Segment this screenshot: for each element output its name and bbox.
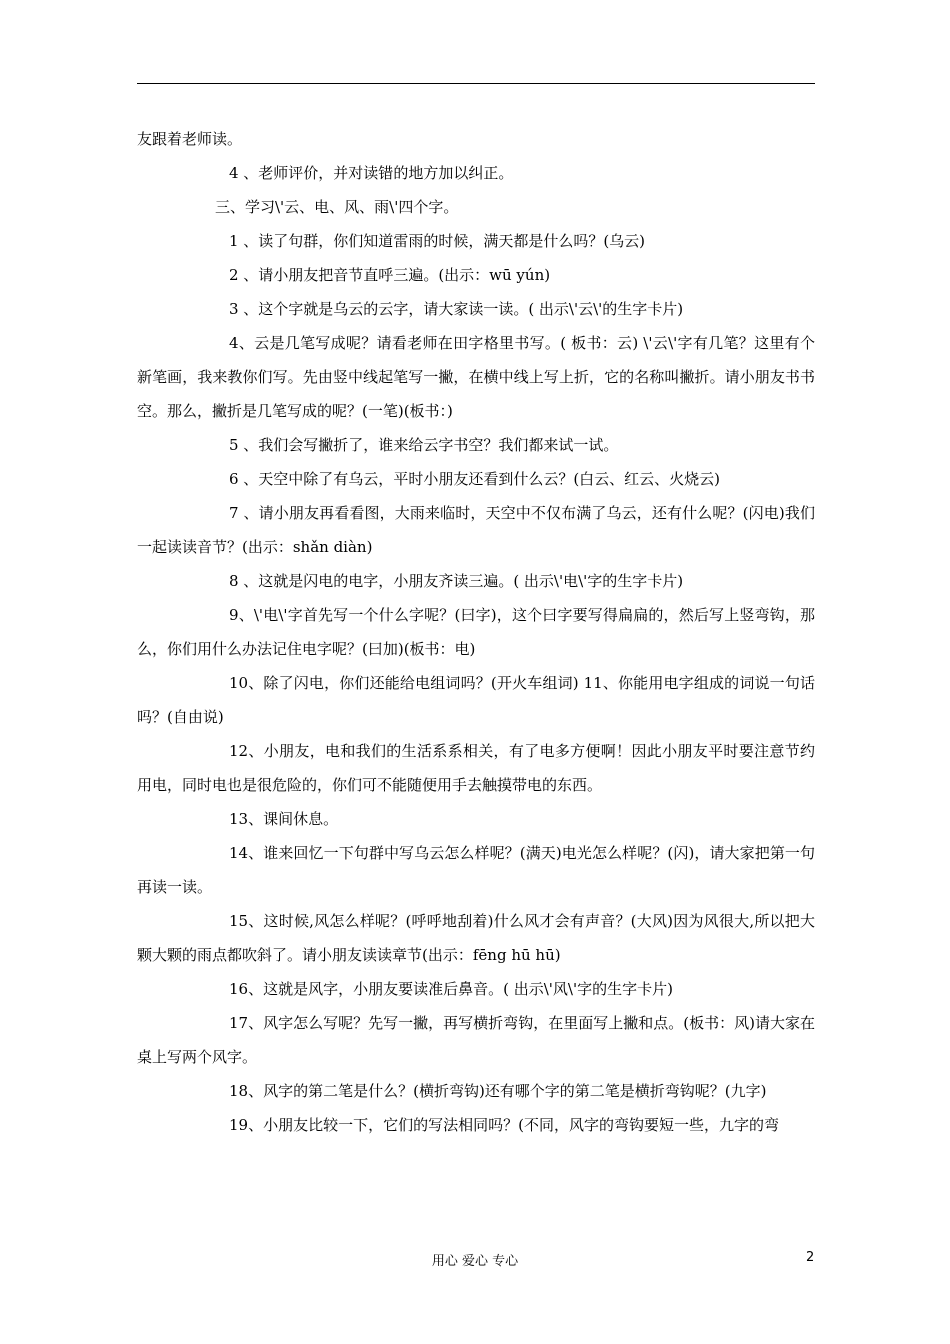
paragraph-item-17: 17、风字怎么写呢？先写一撇，再写横折弯钩，在里面写上撇和点。(板书：风)请大家在桌上写两个风字。 bbox=[137, 1014, 815, 1066]
paragraph-item-14: 14、谁来回忆一下句群中写乌云怎么样呢？(满天)电光怎么样呢？(闪)，请大家把第一句再读一读。 bbox=[137, 844, 815, 896]
paragraph-item-8: 8 、这就是闪电的电字，小朋友齐读三遍。( 出示\'电\'字的生字卡片) bbox=[229, 572, 684, 590]
paragraph-item-4b: 4、云是几笔写成呢？请看老师在田字格里书写。( 板书：云) \'云\'字有几笔？这里有个新笔画，我来教你们写。先由竖中线起笔写一撇，在横中线上写上折，它的名称叫撇折。请小朋友书书空。那么，撇折是几笔写成的呢？(一笔)(板书：) bbox=[137, 334, 815, 420]
paragraph-item-19: 19、小朋友比较一下，它们的写法相同吗？(不同，风字的弯钩要短一些，九字的弯 bbox=[229, 1116, 779, 1134]
footer-slogan: 用心 爱心 专心 bbox=[431, 1254, 519, 1269]
paragraph-item-3: 3 、这个字就是乌云的云字，请大家读一读。( 出示\'云\'的生字卡片) bbox=[229, 300, 684, 318]
paragraph-item-6: 6 、天空中除了有乌云，平时小朋友还看到什么云？(白云、红云、火烧云) bbox=[229, 470, 721, 488]
document-body bbox=[137, 122, 815, 1142]
paragraph-item-1: 1 、读了句群，你们知道雷雨的时候，满天都是什么吗？(乌云) bbox=[229, 232, 646, 250]
paragraph-item-9: 9、\'电\'字首先写一个什么字呢？(曰字)，这个曰字要写得扁扁的，然后写上竖弯钩，那么，你们用什么办法记住电字呢？(曰加)(板书：电) bbox=[137, 606, 815, 658]
paragraph-item-2: 2 、请小朋友把音节直呼三遍。(出示：wū yún) bbox=[229, 266, 551, 284]
paragraph-item-10: 10、除了闪电，你们还能给电组词吗？(开火车组词) 11、你能用电字组成的词说一句话吗？(自由说) bbox=[137, 674, 815, 726]
paragraph-item-15: 15、这时候,风怎么样呢？(呼呼地刮着)什么风才会有声音？(大风)因为风很大,所以把大颗大颗的雨点都吹斜了。请小朋友读读章节(出示：fēng hū hū) bbox=[137, 912, 815, 964]
paragraph-item-13: 13、课间休息。 bbox=[229, 810, 339, 828]
paragraph-item-5: 5 、我们会写撇折了，谁来给云字书空？我们都来试一试。 bbox=[229, 436, 619, 454]
paragraph-item-12: 12、小朋友，电和我们的生活系系相关，有了电多方便啊！因此小朋友平时要注意节约用电，同时电也是很危险的，你们可不能随便用手去触摸带电的东西。 bbox=[137, 742, 815, 794]
page-number: 2 bbox=[806, 1250, 815, 1265]
paragraph-item-18: 18、风字的第二笔是什么？(横折弯钩)还有哪个字的第二笔是横折弯钩呢？(九字) bbox=[229, 1082, 767, 1100]
paragraph-item-4: 4 、老师评价，并对读错的地方加以纠正。 bbox=[229, 164, 514, 182]
header-rule bbox=[137, 83, 815, 84]
paragraph-continuation: 友跟着老师读。 bbox=[137, 130, 243, 148]
paragraph-item-7: 7 、请小朋友再看看图，大雨来临时，天空中不仅布满了乌云，还有什么呢？(闪电)我们一起读读音节？(出示：shǎn diàn) bbox=[137, 504, 815, 556]
paragraph-item-16: 16、这就是风字，小朋友要读准后鼻音。( 出示\'风\'字的生字卡片) bbox=[229, 980, 673, 998]
section-heading-three: 三、学习\'云、电、风、雨\'四个字。 bbox=[215, 198, 459, 216]
